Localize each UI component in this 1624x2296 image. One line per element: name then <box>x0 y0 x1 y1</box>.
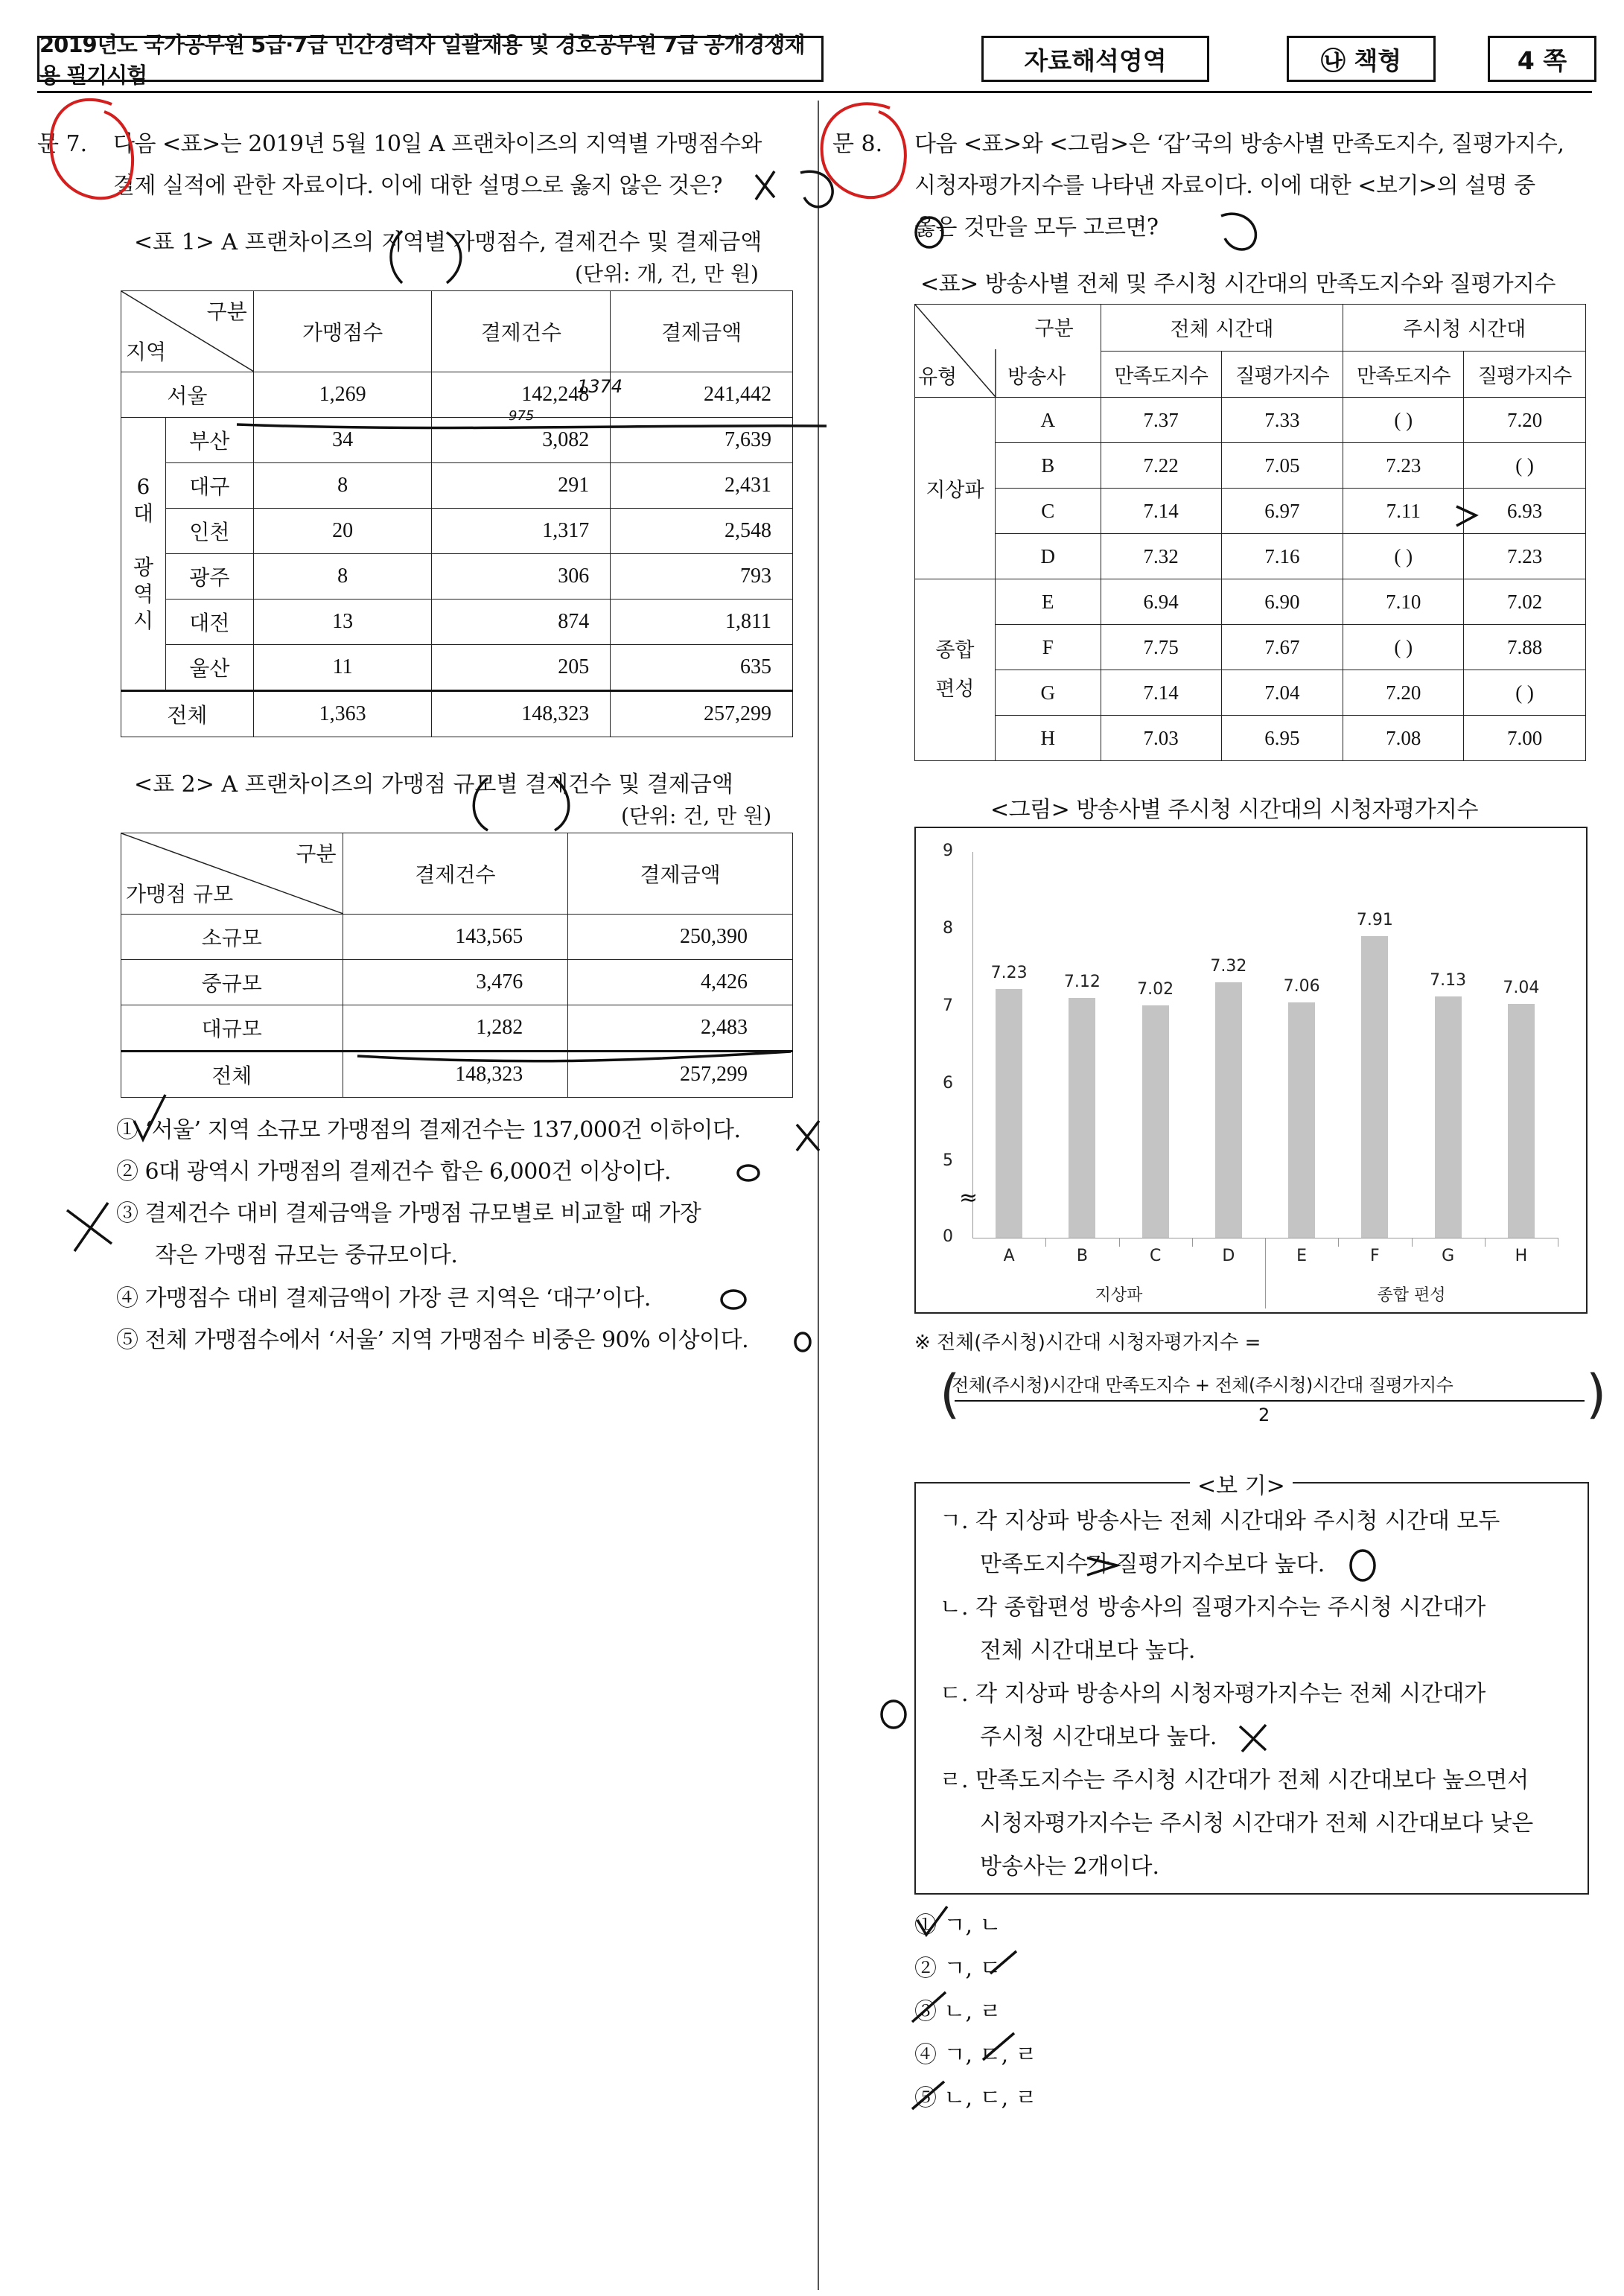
type-cell: 지상파 <box>915 398 996 579</box>
formula-note: ※ 전체(주시청)시간대 시청자평가지수 = <box>914 1332 1261 1354</box>
sub-header: 질평가지수 <box>1221 351 1343 398</box>
value-cell: 6.94 <box>1101 579 1221 625</box>
answer-circle-mark <box>1221 214 1255 249</box>
region-cell: 광주 <box>165 554 253 600</box>
circle-mark <box>882 1701 905 1728</box>
chart-plot-area <box>916 828 1586 1312</box>
table-row <box>121 960 793 1005</box>
value-cell: 6.95 <box>1221 716 1343 761</box>
bar-value-label: 7.06 <box>1283 976 1320 996</box>
table-row <box>915 489 1586 534</box>
broadcaster-cell: G <box>995 670 1101 716</box>
corner-type-label: 유형 <box>918 366 958 389</box>
value-cell: 6.93 <box>1464 489 1586 534</box>
bar-value-label: 7.23 <box>990 964 1028 983</box>
q8-answer-2[interactable]: ② ㄱ, ㄷ <box>914 1956 1002 1982</box>
value-cell: ( ) <box>1464 670 1586 716</box>
table2 <box>121 833 793 1098</box>
chart-bar <box>1142 1005 1169 1238</box>
table-row <box>121 509 793 554</box>
chart-bar <box>1069 998 1095 1238</box>
value-cell: 1,811 <box>611 600 793 645</box>
paren-left: ( <box>940 1364 961 1425</box>
value-cell: ( ) <box>1343 398 1464 443</box>
y-tick-label: 5 <box>943 1151 953 1170</box>
fraction-bar <box>955 1400 1585 1402</box>
corner-bottom-label: 가맹점 규모 <box>126 882 234 906</box>
table1-corner <box>121 291 254 372</box>
paren-right: ) <box>1586 1364 1607 1425</box>
value-cell: 142,248 <box>432 372 611 418</box>
q8-stem-line1: 다음 <표>와 <그림>은 ‘갑’국의 방송사별 만족도지수, 질평가지수, <box>914 131 1564 157</box>
broadcaster-cell: C <box>995 489 1101 534</box>
q8-table <box>914 304 1586 761</box>
value-cell: 7.23 <box>1343 443 1464 489</box>
strike-mark <box>756 175 774 197</box>
sub-header: 만족도지수 <box>1343 351 1464 398</box>
table-row <box>915 670 1586 716</box>
bogi-item-c-cont: 주시청 시간대보다 높다. <box>980 1724 1217 1750</box>
region-cell: 울산 <box>165 645 253 691</box>
broadcaster-cell: H <box>995 716 1101 761</box>
x-tick-label: E <box>1296 1247 1308 1265</box>
type-cell: 종합 편성 <box>915 579 996 761</box>
header-rule <box>37 91 1592 93</box>
x-tick-mark <box>1485 1238 1486 1247</box>
table-row <box>121 418 793 463</box>
value-cell: 7.75 <box>1101 625 1221 670</box>
corner-top-label: 구분 <box>1034 317 1074 340</box>
value-cell: 7.22 <box>1101 443 1221 489</box>
exam-title: 2019년도 국가공무원 5급·7급 민간경력자 일괄채용 및 경호공무원 7급 공개경쟁채용 필기시험 <box>37 36 824 82</box>
bogi-title: <보 기> <box>1190 1467 1293 1500</box>
value-cell: 2,548 <box>611 509 793 554</box>
handwritten-note: 975 <box>509 408 535 424</box>
q8-answer-5[interactable]: ⑤ ㄴ, ㄷ, ㄹ <box>914 2085 1037 2111</box>
value-cell: 7.14 <box>1101 670 1221 716</box>
region-cell: 전체 <box>121 691 254 737</box>
y-axis-line <box>972 852 973 1238</box>
table-row <box>121 600 793 645</box>
group-label: 지상파 <box>1095 1286 1143 1305</box>
q7-option-1[interactable]: ① ‘서울’ 지역 소규모 가맹점의 결제건수는 137,000건 이하이다. <box>116 1117 741 1143</box>
value-cell: 143,565 <box>343 915 568 960</box>
table-row <box>915 625 1586 670</box>
bar-value-label: 7.12 <box>1063 972 1101 991</box>
value-cell: 7.04 <box>1221 670 1343 716</box>
table-row <box>915 716 1586 761</box>
x-tick-label: B <box>1076 1247 1088 1265</box>
table-row <box>121 915 793 960</box>
bogi-item-b-cont: 전체 시간대보다 높다. <box>980 1638 1196 1664</box>
q8-stem-line2: 시청자평가지수를 나타낸 자료이다. 이에 대한 <보기>의 설명 중 <box>914 173 1535 199</box>
value-cell: 1,317 <box>432 509 611 554</box>
y-tick-label: 9 <box>943 842 953 860</box>
size-cell: 중규모 <box>121 960 343 1005</box>
value-cell: 1,282 <box>343 1005 568 1052</box>
table1-caption: <표 1> A 프랜차이즈의 지역별 가맹점수, 결제건수 및 결제금액 <box>134 229 762 255</box>
y-tick-label: 0 <box>943 1227 953 1246</box>
formula-numerator: 전체(주시청)시간대 만족도지수 + 전체(주시청)시간대 질평가지수 <box>952 1375 1453 1396</box>
sub-header: 만족도지수 <box>1101 351 1221 398</box>
q8-answer-4[interactable]: ④ ㄱ, ㄷ, ㄹ <box>914 2042 1037 2068</box>
bogi-item-a-cont: 만족도지수가 질평가지수보다 높다. <box>980 1551 1325 1577</box>
strike-mark <box>74 1203 108 1251</box>
value-cell: 7.23 <box>1464 534 1586 579</box>
value-cell: 7.00 <box>1464 716 1586 761</box>
broadcaster-cell: F <box>995 625 1101 670</box>
chart-bar <box>1361 936 1388 1238</box>
bar-value-label: 7.91 <box>1356 911 1393 930</box>
value-cell: 7.88 <box>1464 625 1586 670</box>
x-tick-label: D <box>1222 1247 1235 1265</box>
table-row <box>121 645 793 691</box>
chart-bar <box>1288 1002 1315 1238</box>
value-cell: 6.90 <box>1221 579 1343 625</box>
table-total-row <box>121 691 793 737</box>
bar-value-label: 7.02 <box>1137 979 1174 999</box>
table-row <box>915 443 1586 489</box>
value-cell: 148,323 <box>432 691 611 737</box>
q7-stem-line1: 다음 <표>는 2019년 5월 10일 A 프랜차이즈의 지역별 가맹점수와 <box>113 131 762 157</box>
bogi-item-a: ㄱ. 각 지상파 방송사는 전체 시간대와 주시청 시간대 모두 <box>940 1508 1500 1534</box>
value-cell: ( ) <box>1464 443 1586 489</box>
q8-stem-line3: 옳은 것만을 모두 고르면? <box>914 214 1159 241</box>
metro-group-label: 6 대 광 역 시 <box>121 418 166 691</box>
region-cell: 대전 <box>165 600 253 645</box>
circle-mark <box>795 1333 810 1351</box>
value-cell: 3,476 <box>343 960 568 1005</box>
table-total-row <box>121 1052 793 1098</box>
col-header: 결제건수 <box>343 833 568 915</box>
x-tick-label: C <box>1149 1247 1162 1265</box>
chart-bar <box>1435 996 1462 1238</box>
table2-unit: (단위: 건, 만 원) <box>621 804 772 828</box>
group-divider <box>1265 1238 1266 1308</box>
q8-answer-3[interactable]: ③ ㄴ, ㄹ <box>914 1999 1002 2025</box>
handwritten-note: 1374 <box>577 376 623 397</box>
q8-table-caption: <표> 방송사별 전체 및 주시청 시간대의 만족도지수와 질평가지수 <box>920 271 1556 297</box>
q8-number: 문 8. <box>832 131 883 157</box>
x-tick-mark <box>1119 1238 1120 1247</box>
value-cell: 793 <box>611 554 793 600</box>
col-header: 가맹점수 <box>253 291 432 372</box>
value-cell: 7.16 <box>1221 534 1343 579</box>
table1 <box>121 290 793 737</box>
corner-bottom-label: 지역 <box>126 340 167 364</box>
answer-circle-mark <box>800 171 832 206</box>
value-cell: 1,363 <box>253 691 432 737</box>
value-cell: 7.02 <box>1464 579 1586 625</box>
value-cell: 2,431 <box>611 463 793 509</box>
value-cell: 4,426 <box>568 960 793 1005</box>
axis-break-icon: ≈ <box>959 1185 978 1211</box>
bar-value-label: 7.32 <box>1210 956 1247 976</box>
value-cell: 148,323 <box>343 1052 568 1098</box>
value-cell: 1,269 <box>253 372 432 418</box>
value-cell: 34 <box>253 418 432 463</box>
broadcaster-cell: A <box>995 398 1101 443</box>
y-tick-label: 6 <box>943 1074 953 1093</box>
value-cell: 6.97 <box>1221 489 1343 534</box>
bar-value-label: 7.13 <box>1430 971 1467 990</box>
y-tick-label: 8 <box>943 919 953 938</box>
strike-mark <box>756 171 774 200</box>
value-cell: 8 <box>253 554 432 600</box>
value-cell: 11 <box>253 645 432 691</box>
q7-number: 문 7. <box>37 131 88 157</box>
value-cell: 7.33 <box>1221 398 1343 443</box>
col-header: 결제금액 <box>568 833 793 915</box>
subject-label: 자료해석영역 <box>981 36 1209 82</box>
sub-header: 질평가지수 <box>1464 351 1586 398</box>
value-cell: 7.08 <box>1343 716 1464 761</box>
corner-top-label: 구분 <box>206 299 247 324</box>
bar-value-label: 7.04 <box>1503 978 1540 997</box>
size-cell: 소규모 <box>121 915 343 960</box>
chart-bar <box>1508 1004 1535 1238</box>
value-cell: 7.11 <box>1343 489 1464 534</box>
region-cell: 서울 <box>121 372 254 418</box>
region-cell: 대구 <box>165 463 253 509</box>
group-label: 종합 편성 <box>1377 1286 1446 1305</box>
x-tick-label: H <box>1515 1247 1528 1265</box>
x-tick-mark <box>1338 1238 1339 1247</box>
table-row <box>915 398 1586 443</box>
value-cell: 7.67 <box>1221 625 1343 670</box>
table-row <box>915 534 1586 579</box>
chart-bar <box>1215 982 1242 1238</box>
chart-bar <box>996 989 1022 1238</box>
value-cell: 7.32 <box>1101 534 1221 579</box>
value-cell: 7,639 <box>611 418 793 463</box>
page-number: 4 쪽 <box>1488 36 1596 82</box>
table-row <box>121 372 793 418</box>
table-row <box>121 463 793 509</box>
strike-mark <box>797 1121 819 1151</box>
value-cell: ( ) <box>1343 625 1464 670</box>
value-cell: 306 <box>432 554 611 600</box>
value-cell: 635 <box>611 645 793 691</box>
size-cell: 전체 <box>121 1052 343 1098</box>
table-row <box>121 1005 793 1052</box>
corner-broadcaster-label: 방송사 <box>1007 366 1066 389</box>
bogi-item-c: ㄷ. 각 지상파 방송사의 시청자평가지수는 전체 시간대가 <box>940 1681 1486 1707</box>
table1-unit: (단위: 개, 건, 만 원) <box>575 261 759 286</box>
broadcaster-cell: E <box>995 579 1101 625</box>
value-cell: 291 <box>432 463 611 509</box>
value-cell: 7.20 <box>1343 670 1464 716</box>
col-header: 결제건수 <box>432 291 611 372</box>
q7-option-3-cont: 작은 가맹점 규모는 중규모이다. <box>155 1242 458 1268</box>
x-tick-label: F <box>1370 1247 1380 1265</box>
value-cell: 257,299 <box>611 691 793 737</box>
group-header: 전체 시간대 <box>1101 305 1343 352</box>
value-cell: 874 <box>432 600 611 645</box>
x-tick-label: G <box>1442 1247 1455 1265</box>
group-header: 주시청 시간대 <box>1343 305 1586 352</box>
bogi-item-d: ㄹ. 만족도지수는 주시청 시간대가 전체 시간대보다 높으면서 <box>940 1767 1529 1793</box>
q8-answer-1[interactable]: ① ㄱ, ㄴ <box>914 1912 1002 1939</box>
table2-caption: <표 2> A 프랜차이즈의 가맹점 규모별 결제건수 및 결제금액 <box>134 772 733 798</box>
col-header: 결제금액 <box>611 291 793 372</box>
circle-mark <box>722 1291 745 1308</box>
value-cell: 241,442 <box>611 372 793 418</box>
value-cell: 7.05 <box>1221 443 1343 489</box>
figure-caption: <그림> 방송사별 주시청 시간대의 시청자평가지수 <box>990 797 1479 823</box>
size-cell: 대규모 <box>121 1005 343 1052</box>
table-row <box>121 554 793 600</box>
strike-mark <box>797 1125 819 1151</box>
value-cell: 20 <box>253 509 432 554</box>
q7-option-4[interactable]: ④ 가맹점수 대비 결제금액이 가장 큰 지역은 ‘대구’이다. <box>116 1285 651 1311</box>
bogi-item-d-cont: 시청자평가지수는 주시청 시간대가 전체 시간대보다 낮은 <box>980 1810 1534 1837</box>
broadcaster-cell: D <box>995 534 1101 579</box>
x-tick-mark <box>1192 1238 1193 1247</box>
table-row <box>915 579 1586 625</box>
q7-option-3[interactable]: ③ 결제건수 대비 결제금액을 가맹점 규모별로 비교할 때 가장 <box>116 1201 701 1227</box>
strike-mark <box>67 1210 112 1244</box>
value-cell: 7.14 <box>1101 489 1221 534</box>
value-cell: 205 <box>432 645 611 691</box>
value-cell: 2,483 <box>568 1005 793 1052</box>
value-cell: 257,299 <box>568 1052 793 1098</box>
value-cell: 7.03 <box>1101 716 1221 761</box>
x-tick-label: A <box>1003 1247 1015 1265</box>
broadcaster-cell: B <box>995 443 1101 489</box>
value-cell: 7.37 <box>1101 398 1221 443</box>
value-cell: 7.10 <box>1343 579 1464 625</box>
value-cell: 3,082 <box>432 418 611 463</box>
table2-corner <box>121 833 343 915</box>
region-cell: 인천 <box>165 509 253 554</box>
value-cell: 8 <box>253 463 432 509</box>
bar-chart <box>914 827 1588 1314</box>
x-tick-mark <box>1045 1238 1046 1247</box>
booklet-type: ㉯ 책형 <box>1287 36 1436 82</box>
q7-stem-line2: 결제 실적에 관한 자료이다. 이에 대한 설명으로 옳지 않은 것은? <box>113 173 722 199</box>
value-cell: ( ) <box>1343 534 1464 579</box>
y-tick-label: 7 <box>943 996 953 1015</box>
q7-option-2[interactable]: ② 6대 광역시 가맹점의 결제건수 합은 6,000건 이상이다. <box>116 1159 671 1185</box>
q7-option-5[interactable]: ⑤ 전체 가맹점수에서 ‘서울’ 지역 가맹점수 비중은 90% 이상이다. <box>116 1327 749 1353</box>
formula-denominator: 2 <box>1258 1405 1270 1425</box>
corner-top-label: 구분 <box>296 842 337 866</box>
region-cell: 부산 <box>165 418 253 463</box>
circle-mark <box>738 1166 759 1180</box>
bogi-item-d-cont2: 방송사는 2개이다. <box>980 1854 1160 1880</box>
q8-corner <box>915 305 1101 398</box>
x-tick-mark <box>1412 1238 1413 1247</box>
value-cell: 7.20 <box>1464 398 1586 443</box>
bogi-item-b: ㄴ. 각 종합편성 방송사의 질평가지수는 주시청 시간대가 <box>940 1594 1486 1621</box>
column-divider <box>818 101 819 2290</box>
value-cell: 13 <box>253 600 432 645</box>
value-cell: 250,390 <box>568 915 793 960</box>
